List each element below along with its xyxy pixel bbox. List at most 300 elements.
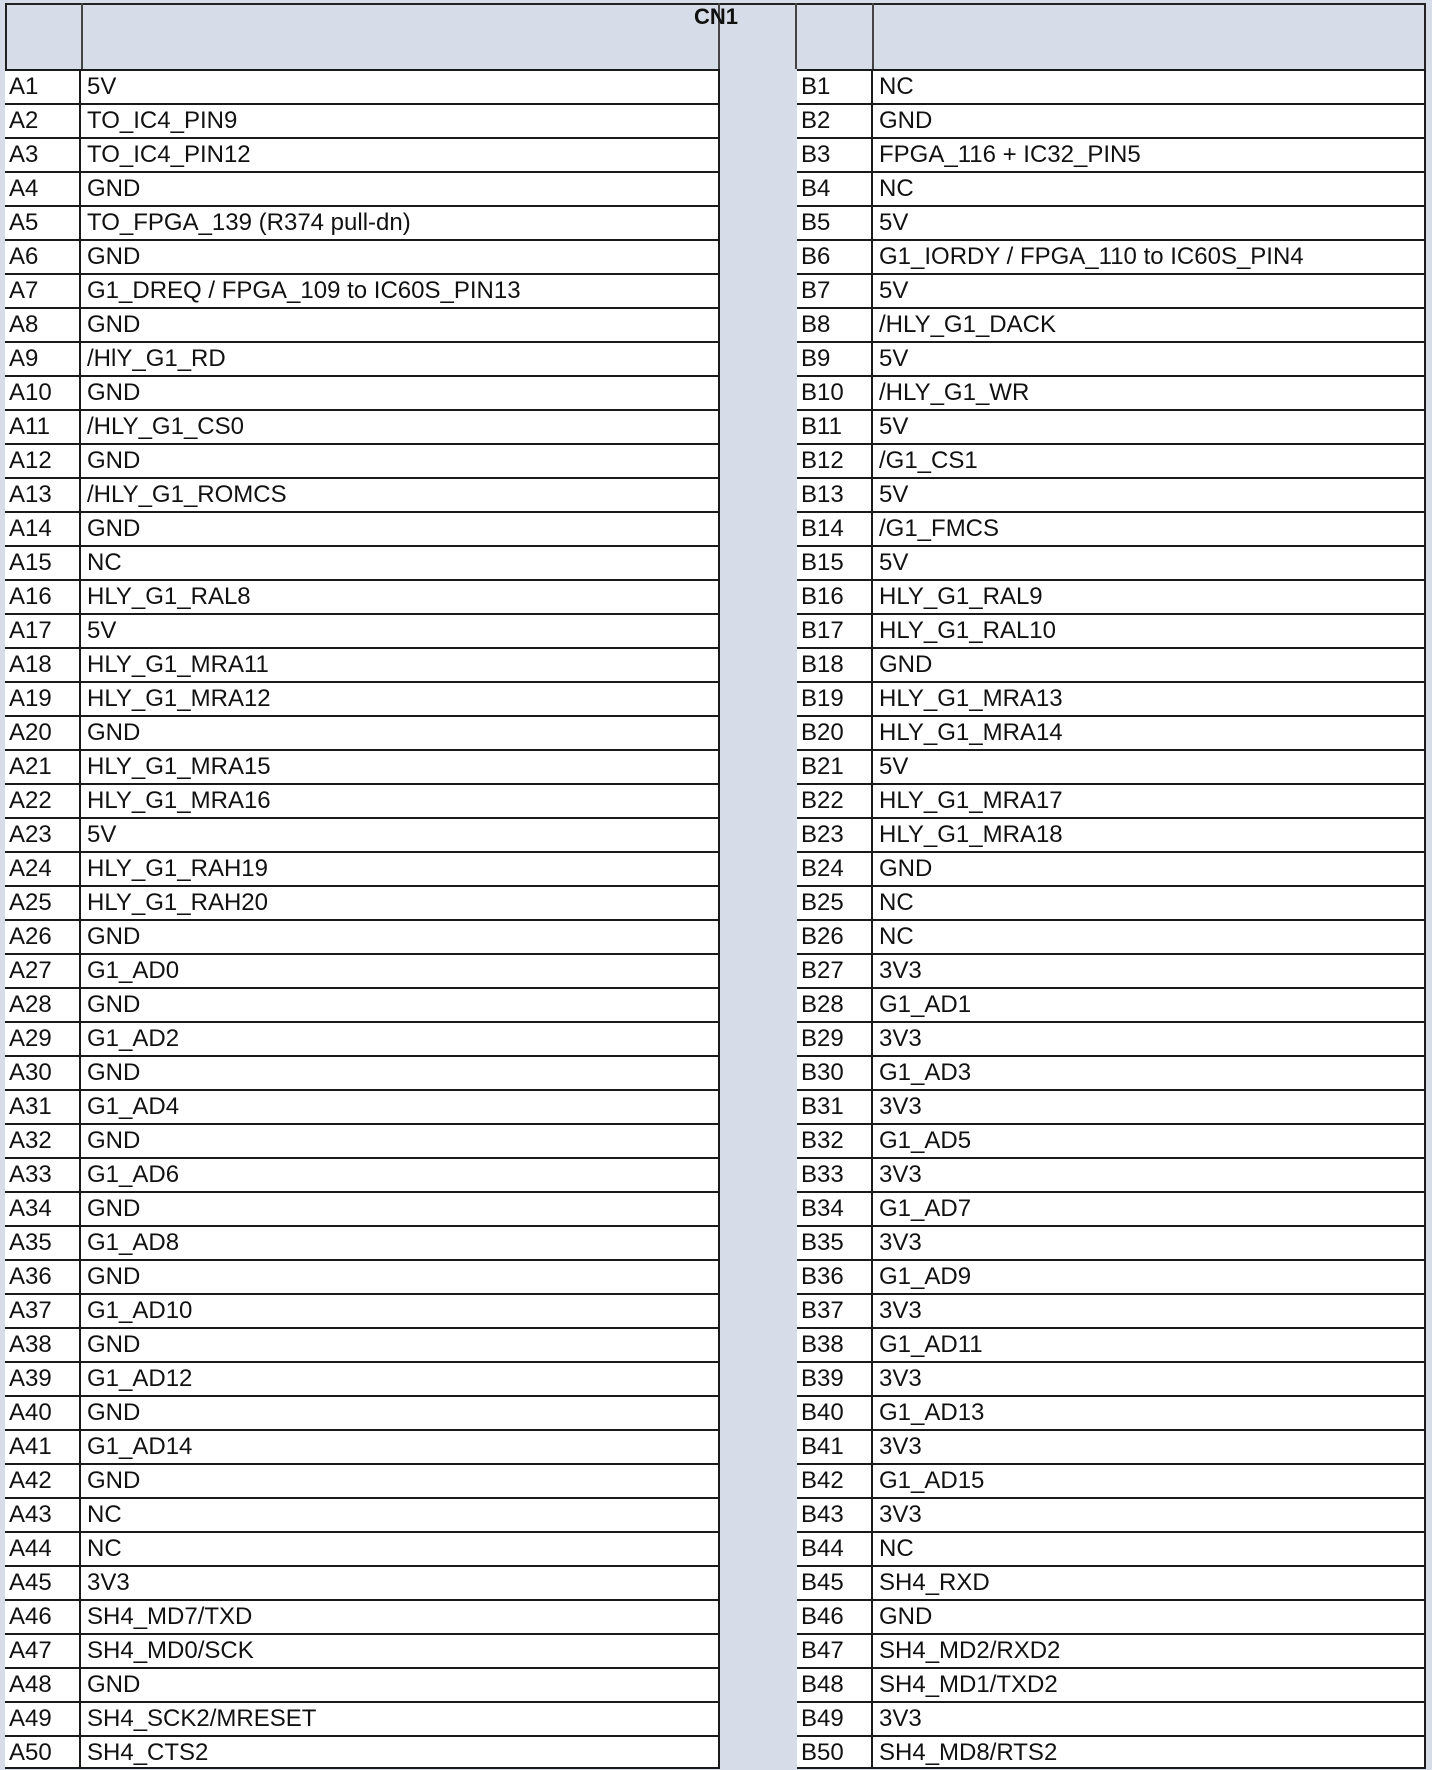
pin-number: B25 — [797, 887, 873, 919]
pin-signal: SH4_MD7/TXD — [81, 1601, 720, 1633]
pin-row — [797, 681, 1426, 715]
pin-number: A34 — [5, 1193, 81, 1225]
pin-signal: HLY_G1_RAL10 — [873, 615, 1426, 647]
pin-number: A10 — [5, 377, 81, 409]
pin-row — [797, 375, 1426, 409]
pin-row — [797, 1157, 1426, 1191]
pin-row — [5, 511, 720, 545]
pin-number: A1 — [5, 71, 81, 103]
pin-row — [797, 1089, 1426, 1123]
pin-row — [5, 1361, 720, 1395]
pin-number: A29 — [5, 1023, 81, 1055]
pin-signal: 3V3 — [873, 1363, 1426, 1395]
pin-signal: G1_AD10 — [81, 1295, 720, 1327]
pin-number: B16 — [797, 581, 873, 613]
pin-signal: 3V3 — [873, 1703, 1426, 1735]
pin-row — [797, 443, 1426, 477]
pin-column-a — [5, 69, 720, 1769]
pin-signal: GND — [81, 717, 720, 749]
pin-row — [5, 1395, 720, 1429]
pin-row — [5, 1633, 720, 1667]
pin-row — [5, 749, 720, 783]
pin-number: A48 — [5, 1669, 81, 1701]
pin-row — [797, 1701, 1426, 1735]
pin-number: A9 — [5, 343, 81, 375]
pin-number: B10 — [797, 377, 873, 409]
pin-number: B18 — [797, 649, 873, 681]
pin-number: A23 — [5, 819, 81, 851]
pin-number: B35 — [797, 1227, 873, 1259]
pin-row — [5, 579, 720, 613]
pin-number: A25 — [5, 887, 81, 919]
pin-signal: G1_AD8 — [81, 1227, 720, 1259]
pin-signal: NC — [873, 173, 1426, 205]
pin-number: A44 — [5, 1533, 81, 1565]
pin-row — [797, 749, 1426, 783]
pin-signal: GND — [81, 921, 720, 953]
pin-signal: GND — [81, 377, 720, 409]
pin-number: B11 — [797, 411, 873, 443]
pin-signal: G1_AD11 — [873, 1329, 1426, 1361]
pin-number: A20 — [5, 717, 81, 749]
pin-signal: FPGA_116 + IC32_PIN5 — [873, 139, 1426, 171]
pin-number: A12 — [5, 445, 81, 477]
pin-row — [797, 137, 1426, 171]
pin-signal: /G1_FMCS — [873, 513, 1426, 545]
pin-number: B1 — [797, 71, 873, 103]
pin-row — [5, 851, 720, 885]
pin-signal: GND — [81, 173, 720, 205]
pin-number: A45 — [5, 1567, 81, 1599]
pin-row — [5, 715, 720, 749]
pin-number: A6 — [5, 241, 81, 273]
pin-number: B40 — [797, 1397, 873, 1429]
pin-number: B41 — [797, 1431, 873, 1463]
pin-number: A11 — [5, 411, 81, 443]
pin-signal: GND — [81, 1261, 720, 1293]
pin-signal: TO_IC4_PIN12 — [81, 139, 720, 171]
pin-signal: G1_AD7 — [873, 1193, 1426, 1225]
pin-signal: GND — [81, 1465, 720, 1497]
pin-number: A39 — [5, 1363, 81, 1395]
pin-row — [5, 1701, 720, 1735]
pin-row — [797, 851, 1426, 885]
pin-row — [797, 307, 1426, 341]
pin-row — [5, 375, 720, 409]
pin-row — [5, 477, 720, 511]
pin-signal: /HLY_G1_WR — [873, 377, 1426, 409]
pin-signal: GND — [81, 513, 720, 545]
pin-row — [797, 1497, 1426, 1531]
pin-signal: G1_AD12 — [81, 1363, 720, 1395]
pin-number: A40 — [5, 1397, 81, 1429]
pin-number: A17 — [5, 615, 81, 647]
pin-row — [5, 1667, 720, 1701]
pin-number: B23 — [797, 819, 873, 851]
pin-signal: G1_AD4 — [81, 1091, 720, 1123]
pin-number: A50 — [5, 1737, 81, 1767]
pin-number: A42 — [5, 1465, 81, 1497]
pin-signal: 5V — [873, 547, 1426, 579]
pin-row — [797, 1259, 1426, 1293]
pin-row — [5, 273, 720, 307]
pin-signal: NC — [81, 547, 720, 579]
pin-number: B15 — [797, 547, 873, 579]
pin-number: B37 — [797, 1295, 873, 1327]
pin-signal: 5V — [81, 819, 720, 851]
pin-row — [797, 545, 1426, 579]
pin-row — [5, 1191, 720, 1225]
pin-row — [5, 307, 720, 341]
pin-number: A7 — [5, 275, 81, 307]
pin-number: A31 — [5, 1091, 81, 1123]
pin-row — [797, 1361, 1426, 1395]
pin-row — [797, 987, 1426, 1021]
pin-signal: G1_IORDY / FPGA_110 to IC60S_PIN4 — [873, 241, 1426, 273]
pin-row — [797, 477, 1426, 511]
pin-row — [797, 1327, 1426, 1361]
pin-number: B44 — [797, 1533, 873, 1565]
pin-row — [797, 1055, 1426, 1089]
pin-row — [5, 545, 720, 579]
pin-number: A8 — [5, 309, 81, 341]
pin-row — [5, 69, 720, 103]
pin-signal: 3V3 — [873, 1499, 1426, 1531]
pin-signal: 3V3 — [873, 1159, 1426, 1191]
pin-number: B34 — [797, 1193, 873, 1225]
pin-row — [5, 1259, 720, 1293]
pin-signal: 5V — [873, 751, 1426, 783]
pin-signal: GND — [81, 241, 720, 273]
pin-row — [797, 1225, 1426, 1259]
pin-signal: SH4_CTS2 — [81, 1737, 720, 1767]
pin-signal: 3V3 — [873, 1023, 1426, 1055]
pin-row — [797, 103, 1426, 137]
pin-signal: 5V — [873, 411, 1426, 443]
pin-row — [5, 1463, 720, 1497]
pin-row — [797, 579, 1426, 613]
pin-signal: /HLY_G1_CS0 — [81, 411, 720, 443]
pin-number: A38 — [5, 1329, 81, 1361]
pin-signal: TO_FPGA_139 (R374 pull-dn) — [81, 207, 720, 239]
pin-number: B50 — [797, 1737, 873, 1767]
pin-signal: G1_AD3 — [873, 1057, 1426, 1089]
pin-row — [797, 647, 1426, 681]
pin-row — [797, 1191, 1426, 1225]
pin-number: B29 — [797, 1023, 873, 1055]
pin-row — [797, 953, 1426, 987]
pin-signal: GND — [81, 989, 720, 1021]
pin-number: B5 — [797, 207, 873, 239]
pin-signal: HLY_G1_RAH20 — [81, 887, 720, 919]
pin-number: B2 — [797, 105, 873, 137]
pin-column-b — [797, 69, 1426, 1769]
pin-signal: HLY_G1_RAL8 — [81, 581, 720, 613]
pin-number: B7 — [797, 275, 873, 307]
pin-number: A26 — [5, 921, 81, 953]
pin-row — [5, 1565, 720, 1599]
pin-number: B28 — [797, 989, 873, 1021]
pin-signal: GND — [81, 1125, 720, 1157]
pin-number: B33 — [797, 1159, 873, 1191]
pin-number: B47 — [797, 1635, 873, 1667]
pin-number: B4 — [797, 173, 873, 205]
pin-number: A35 — [5, 1227, 81, 1259]
pin-number: B32 — [797, 1125, 873, 1157]
pin-number: B14 — [797, 513, 873, 545]
pin-number: B31 — [797, 1091, 873, 1123]
pin-signal: TO_IC4_PIN9 — [81, 105, 720, 137]
pin-signal: HLY_G1_MRA11 — [81, 649, 720, 681]
pin-row — [5, 341, 720, 375]
pin-row — [797, 613, 1426, 647]
pin-row — [797, 1293, 1426, 1327]
pin-signal: SH4_MD8/RTS2 — [873, 1737, 1426, 1767]
pin-number: A36 — [5, 1261, 81, 1293]
pin-signal: SH4_SCK2/MRESET — [81, 1703, 720, 1735]
pin-number: A28 — [5, 989, 81, 1021]
pin-row — [5, 205, 720, 239]
pin-number: B46 — [797, 1601, 873, 1633]
pin-row — [5, 613, 720, 647]
pin-signal: GND — [81, 309, 720, 341]
pin-row — [797, 69, 1426, 103]
pin-signal: 3V3 — [873, 1295, 1426, 1327]
pin-number: B43 — [797, 1499, 873, 1531]
pin-row — [5, 443, 720, 477]
pin-row — [5, 1157, 720, 1191]
pin-number: B39 — [797, 1363, 873, 1395]
pin-row — [5, 1327, 720, 1361]
pin-number: A14 — [5, 513, 81, 545]
pin-number: A22 — [5, 785, 81, 817]
pin-number: A21 — [5, 751, 81, 783]
pin-row — [797, 1395, 1426, 1429]
pin-signal: HLY_G1_MRA13 — [873, 683, 1426, 715]
pin-signal: HLY_G1_RAH19 — [81, 853, 720, 885]
pin-number: B9 — [797, 343, 873, 375]
pin-signal: /HlY_G1_RD — [81, 343, 720, 375]
pin-signal: HLY_G1_MRA14 — [873, 717, 1426, 749]
pin-number: A4 — [5, 173, 81, 205]
pin-signal: 3V3 — [873, 955, 1426, 987]
pin-signal: G1_AD6 — [81, 1159, 720, 1191]
pin-number: B20 — [797, 717, 873, 749]
pin-row — [797, 715, 1426, 749]
pin-row — [5, 817, 720, 851]
pin-number: B3 — [797, 139, 873, 171]
pin-signal: GND — [873, 853, 1426, 885]
pin-row — [5, 409, 720, 443]
pin-signal: GND — [81, 1193, 720, 1225]
pin-number: B38 — [797, 1329, 873, 1361]
pin-signal: SH4_MD2/RXD2 — [873, 1635, 1426, 1667]
pin-signal: 3V3 — [873, 1431, 1426, 1463]
pin-row — [5, 919, 720, 953]
pin-number: B8 — [797, 309, 873, 341]
pin-number: A3 — [5, 139, 81, 171]
pin-signal: HLY_G1_MRA12 — [81, 683, 720, 715]
pin-row — [797, 1429, 1426, 1463]
pin-signal: G1_AD1 — [873, 989, 1426, 1021]
pin-row — [5, 1531, 720, 1565]
pin-row — [797, 1123, 1426, 1157]
pin-row — [5, 239, 720, 273]
pin-number: B19 — [797, 683, 873, 715]
pin-number: A16 — [5, 581, 81, 613]
pin-signal: NC — [873, 1533, 1426, 1565]
pin-row — [5, 103, 720, 137]
pin-signal: GND — [81, 1329, 720, 1361]
pin-signal: /HLY_G1_DACK — [873, 309, 1426, 341]
pin-signal: HLY_G1_MRA17 — [873, 785, 1426, 817]
pin-signal: HLY_G1_RAL9 — [873, 581, 1426, 613]
pin-row — [5, 647, 720, 681]
pin-number: A19 — [5, 683, 81, 715]
pin-number: B6 — [797, 241, 873, 273]
pin-number: B26 — [797, 921, 873, 953]
pin-signal: GND — [81, 1057, 720, 1089]
pin-number: B45 — [797, 1567, 873, 1599]
pin-signal: GND — [873, 649, 1426, 681]
pin-signal: NC — [81, 1499, 720, 1531]
pin-row — [5, 1021, 720, 1055]
pin-signal: HLY_G1_MRA18 — [873, 819, 1426, 851]
pin-signal: 5V — [81, 615, 720, 647]
pin-row — [5, 783, 720, 817]
pin-signal: HLY_G1_MRA15 — [81, 751, 720, 783]
connector-title: CN1 — [693, 4, 738, 29]
pin-row — [797, 341, 1426, 375]
pin-signal: SH4_RXD — [873, 1567, 1426, 1599]
pin-row — [797, 1565, 1426, 1599]
pin-row — [5, 987, 720, 1021]
pin-signal: NC — [81, 1533, 720, 1565]
pin-signal: 5V — [873, 275, 1426, 307]
pin-number: A49 — [5, 1703, 81, 1735]
pin-signal: NC — [873, 887, 1426, 919]
pin-signal: 5V — [873, 479, 1426, 511]
pin-row — [797, 885, 1426, 919]
pin-signal: G1_AD14 — [81, 1431, 720, 1463]
pin-signal: /G1_CS1 — [873, 445, 1426, 477]
pin-number: A27 — [5, 955, 81, 987]
pin-row — [797, 783, 1426, 817]
pin-number: A30 — [5, 1057, 81, 1089]
pin-signal: G1_AD9 — [873, 1261, 1426, 1293]
pin-number: A13 — [5, 479, 81, 511]
pin-number: B12 — [797, 445, 873, 477]
pin-number: B22 — [797, 785, 873, 817]
pin-signal: GND — [81, 1397, 720, 1429]
pin-number: B13 — [797, 479, 873, 511]
pin-number: B36 — [797, 1261, 873, 1293]
pin-row — [5, 1055, 720, 1089]
pin-number: B17 — [797, 615, 873, 647]
pin-number: B49 — [797, 1703, 873, 1735]
pin-row — [797, 239, 1426, 273]
pin-signal: GND — [873, 105, 1426, 137]
pin-signal: 5V — [81, 71, 720, 103]
pin-number: A33 — [5, 1159, 81, 1191]
pin-row — [797, 205, 1426, 239]
pin-row — [797, 1735, 1426, 1769]
pin-signal: 3V3 — [81, 1567, 720, 1599]
pin-row — [5, 1225, 720, 1259]
pin-row — [5, 1735, 720, 1769]
pin-row — [5, 885, 720, 919]
pin-signal: 3V3 — [873, 1091, 1426, 1123]
pin-signal: NC — [873, 71, 1426, 103]
pin-row — [797, 511, 1426, 545]
pin-number: A32 — [5, 1125, 81, 1157]
pin-signal: G1_AD13 — [873, 1397, 1426, 1429]
pin-number: B30 — [797, 1057, 873, 1089]
pin-number: A24 — [5, 853, 81, 885]
pin-row — [5, 1497, 720, 1531]
pin-signal: 3V3 — [873, 1227, 1426, 1259]
pin-row — [5, 1123, 720, 1157]
pin-number: B42 — [797, 1465, 873, 1497]
pin-signal: G1_DREQ / FPGA_109 to IC60S_PIN13 — [81, 275, 720, 307]
pin-row — [5, 1293, 720, 1327]
pin-signal: 5V — [873, 343, 1426, 375]
pin-row — [5, 171, 720, 205]
pin-number: A5 — [5, 207, 81, 239]
pin-signal: GND — [873, 1601, 1426, 1633]
pin-row — [797, 1531, 1426, 1565]
pin-row — [5, 1429, 720, 1463]
pin-signal: HLY_G1_MRA16 — [81, 785, 720, 817]
pin-signal: 5V — [873, 207, 1426, 239]
pin-signal: GND — [81, 1669, 720, 1701]
pin-row — [797, 919, 1426, 953]
pin-row — [797, 273, 1426, 307]
pin-signal: NC — [873, 921, 1426, 953]
pin-number: A37 — [5, 1295, 81, 1327]
pin-signal: GND — [81, 445, 720, 477]
pin-number: A2 — [5, 105, 81, 137]
pin-signal: G1_AD5 — [873, 1125, 1426, 1157]
pin-row — [797, 817, 1426, 851]
pin-row — [797, 1021, 1426, 1055]
pin-row — [797, 171, 1426, 205]
pin-number: B24 — [797, 853, 873, 885]
pin-number: B27 — [797, 955, 873, 987]
pin-signal: G1_AD15 — [873, 1465, 1426, 1497]
pin-row — [5, 1599, 720, 1633]
pin-signal: G1_AD2 — [81, 1023, 720, 1055]
pin-number: A46 — [5, 1601, 81, 1633]
pin-row — [5, 137, 720, 171]
pin-row — [5, 681, 720, 715]
pin-signal: /HLY_G1_ROMCS — [81, 479, 720, 511]
pin-row — [797, 1633, 1426, 1667]
pin-row — [797, 1599, 1426, 1633]
pin-number: A18 — [5, 649, 81, 681]
pin-row — [5, 1089, 720, 1123]
pin-number: B21 — [797, 751, 873, 783]
pin-row — [797, 409, 1426, 443]
pin-signal: SH4_MD1/TXD2 — [873, 1669, 1426, 1701]
pin-number: B48 — [797, 1669, 873, 1701]
pin-row — [797, 1667, 1426, 1701]
pin-signal: SH4_MD0/SCK — [81, 1635, 720, 1667]
pin-row — [5, 953, 720, 987]
pin-number: A41 — [5, 1431, 81, 1463]
pin-row — [797, 1463, 1426, 1497]
pin-number: A15 — [5, 547, 81, 579]
